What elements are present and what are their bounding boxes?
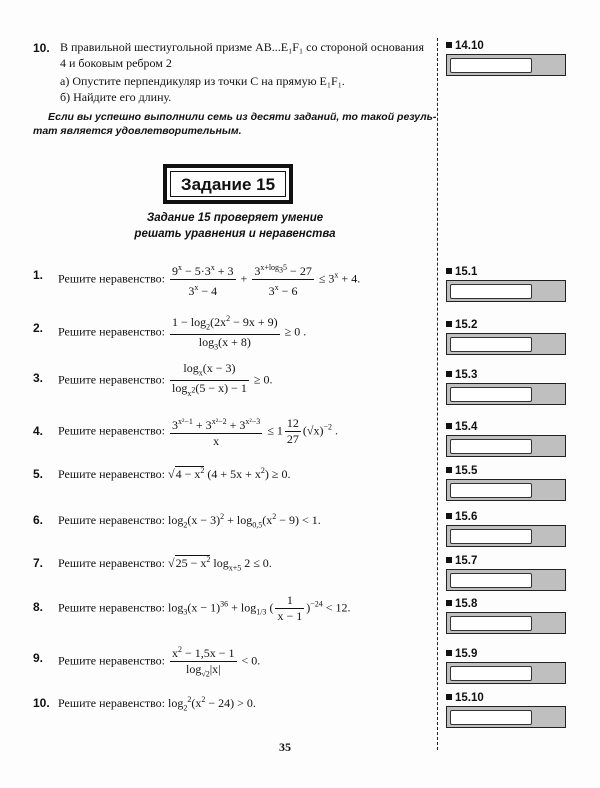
dashed-divider [437,38,438,750]
square-bullet-icon [446,423,452,429]
square-bullet-icon [446,513,452,519]
problem-number: 10. [33,696,50,710]
problem-expression: Решите неравенство: $\frac{x^2 - 1,5x - 1}{\log_{√2}|x|}$ < 0. [58,642,260,681]
task-title: Задание 15 [180,175,276,194]
prompt-label: Решите неравенство: [58,271,165,286]
answer-field[interactable] [446,333,566,355]
answer-label: 15.9 [446,648,477,660]
square-bullet-icon [446,42,452,48]
answer-field[interactable] [446,662,566,684]
answer-field[interactable] [446,525,566,547]
answer-label: 15.10 [446,692,484,704]
answer-label: 15.6 [446,511,477,523]
prompt-label: Решите неравенство: [58,696,165,710]
problem-number: 9. [33,651,44,665]
problem-text-line: а) Опустите перпендикуляр из точки C на прямую E₁F₁. [60,74,345,88]
prompt-label: Решите неравенство: [58,423,165,438]
problem-expression: Решите неравенство: $\frac{\log_x(x - 3)}{\log_{x^2}(5 - x) - 1}$ ≥ 0. [58,361,273,398]
answer-label: 15.5 [446,465,477,477]
problem-text-line: 4 и боковым ребром 2 [60,56,172,70]
problem-expression: Решите неравенство: $\log_3(x - 1)^{36} + \log_{1/3}$ ( $\frac{1}{x - 1}$ )$^{-24}$ < 12. [58,593,351,623]
problem-text-line: б) Найдите его длину. [60,90,172,104]
square-bullet-icon [446,650,452,656]
problem-expression: Решите неравенство: $\frac{1 - \log_2(2x^2 - 9x + 9)}{\log_3(x + 8)}$ ≥ 0 . [58,311,306,355]
prompt-label: Решите неравенство: [58,653,165,668]
prompt-label: Решите неравенство: [58,513,165,527]
prompt-label: Решите неравенство: [58,372,165,387]
square-bullet-icon [446,321,452,327]
note-line: тат является удовлетворительным. [33,125,242,137]
prompt-label: Решите неравенство: [58,324,165,339]
square-bullet-icon [446,600,452,606]
problem-expression: Решите неравенство: $\frac{3^{x^2-1} + 3^{x^2-2} + 3^{x^2-3}}{x}$ ≤ 1 $\frac{12}{27}$ $(√x)^{-2}$ . [58,416,338,448]
square-bullet-icon [446,694,452,700]
problem-expression: Решите неравенство: $\log_2(x - 3)^2 + \log_{0,5}(x^2 - 9) < 1$. [58,512,321,530]
answer-field[interactable] [446,612,566,634]
problem-expression: Решите неравенство: $√4 - x^2$ $(4 + 5x + x^2) \ge 0$. [58,466,291,481]
answer-label: 15.4 [446,421,477,433]
problem-text-line: В правильной шестиугольной призме AB...E₁F₁ со стороной основания [60,40,424,54]
prompt-label: Решите неравенство: [58,556,165,570]
square-bullet-icon [446,467,452,473]
square-bullet-icon [446,268,452,274]
answer-label: 14.10 [446,40,484,52]
task-title-box [163,164,293,204]
problem-expression: Решите неравенство: $\frac{9^x - 5\cdot 3^x + 3}{3^x - 4}$ + $\frac{3^{x+log_35} - 27}{3^x - 6}$ ≤ $3^x + 4$. [58,260,360,299]
answer-field[interactable] [446,280,566,302]
task-subtitle: Задание 15 проверяет умение [146,212,324,224]
square-bullet-icon [446,371,452,377]
answer-field[interactable] [446,54,566,76]
problem-expression: Решите неравенство: $\log_2^2(x^2 - 24) > 0$. [58,695,256,713]
problem-number: 2. [33,321,44,335]
answer-label: 15.7 [446,555,477,567]
problem-number: 3. [33,371,44,385]
problem-number: 5. [33,467,44,481]
problem-number: 7. [33,556,44,570]
page-number: 35 [279,740,291,754]
answer-label: 15.3 [446,369,477,381]
note-line: Если вы успешно выполнили семь из десяти заданий, то такой резуль- [48,111,437,123]
prompt-label: Решите неравенство: [58,600,165,615]
problem-number: 4. [33,424,44,438]
square-bullet-icon [446,557,452,563]
answer-field[interactable] [446,383,566,405]
answer-field[interactable] [446,706,566,728]
problem-expression: Решите неравенство: $√25 - x^2$ $\log_{x+5} 2 \le 0$. [58,555,272,573]
problem-number: 10. [33,41,50,55]
answer-label: 15.1 [446,266,477,278]
answer-field[interactable] [446,435,566,457]
problem-number: 8. [33,600,44,614]
prompt-label: Решите неравенство: [58,467,165,481]
answer-label: 15.8 [446,598,477,610]
problem-number: 1. [33,268,44,282]
problem-number: 6. [33,513,44,527]
task-subtitle: решать уравнения и неравенства [134,228,336,240]
answer-field[interactable] [446,479,566,501]
answer-label: 15.2 [446,319,477,331]
answer-field[interactable] [446,569,566,591]
